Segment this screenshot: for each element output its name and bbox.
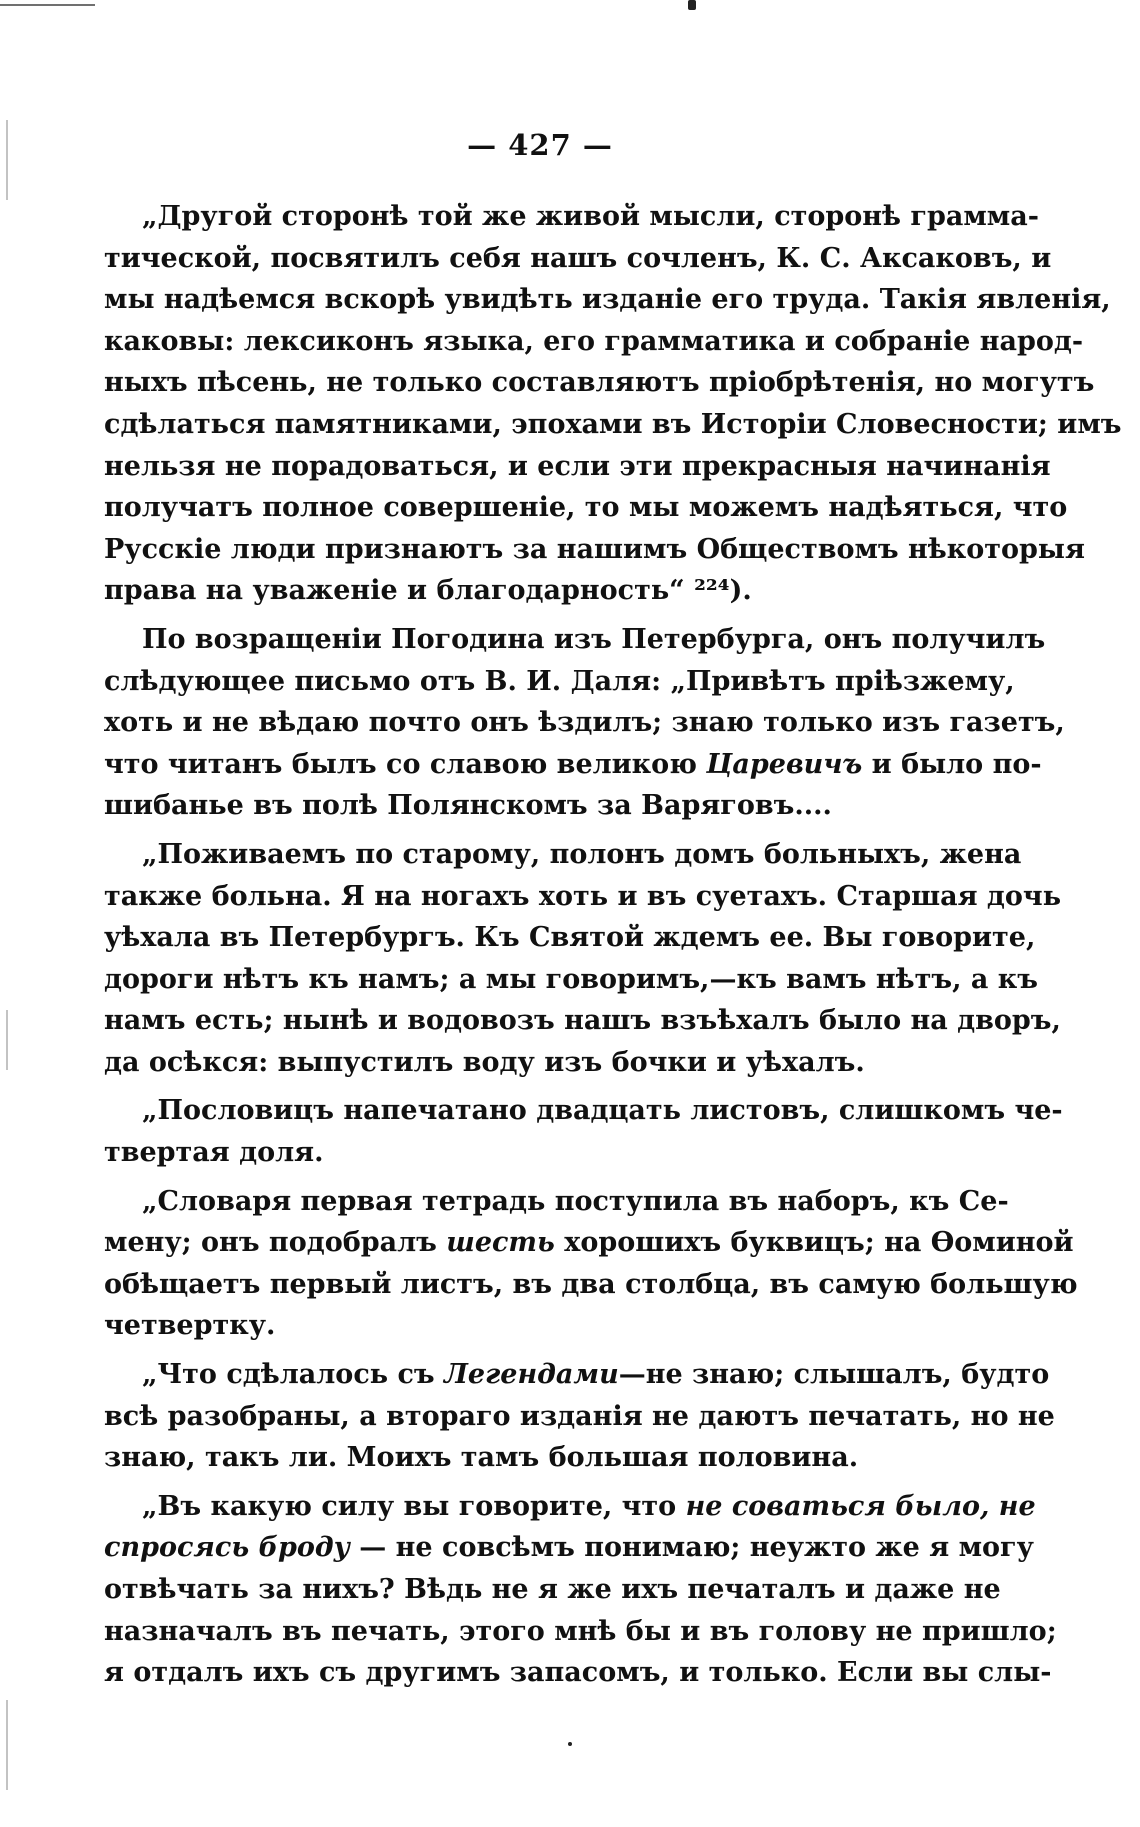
text-segment: хорошихъ буквицъ; на Ѳоминой [564,1227,1074,1259]
text-segment: —не знаю; слышалъ, будто [618,1359,1050,1391]
italic-word: шесть [446,1227,555,1259]
text-line: Русскіе люди признаютъ за нашимъ Обществомъ нѣкоторыя [104,533,1085,565]
scan-artifact-top-left [0,4,95,6]
text-line: „Поживаемъ по старому, полонъ домъ больныхъ, жена [142,838,1022,870]
text-line: „Пословицъ напечатано двадцать листовъ, слишкомъ че- [142,1095,1063,1127]
text-line: знаю, такъ ли. Моихъ тамъ большая половина. [104,1442,859,1474]
text-line: слѣдующее письмо отъ В. И. Даля: „Привѣтъ пріѣзжему, [104,665,1015,697]
page-number: — 427 — [467,128,613,162]
text-line: По возращеніи Погодина изъ Петербурга, онъ получилъ [142,623,1046,655]
text-line: да осѣкся: выпустилъ воду изъ бочки и уѣхалъ. [104,1046,865,1078]
text-line: каковы: лексиконъ языка, его грамматика и собраніе народ- [104,325,1084,357]
text-line: шибанье въ полѣ Полянскомъ за Варяговъ.... [104,790,832,822]
paragraph-1 [104,196,1122,612]
text-line: ныхъ пѣсень, не только составляютъ пріобрѣтенія, но могутъ [104,367,1095,399]
italic-phrase: спросясь броду [104,1532,350,1564]
scan-dot [568,1742,572,1746]
paragraph-5 [104,1181,1078,1347]
text-line: четвертку. [104,1310,276,1342]
text-segment: — не совсѣмъ понимаю; неужто же я могу [359,1532,1034,1564]
text-line: тической, посвятилъ себя нашъ сочленъ, К. С. Аксаковъ, и [104,242,1052,274]
text-line: дороги нѣтъ къ намъ; а мы говоримъ,—къ вамъ нѣтъ, а къ [104,963,1038,995]
paragraph-4 [104,1090,1063,1173]
text-line [104,1222,1074,1264]
paragraph-6 [104,1354,1055,1479]
paragraph-2 [104,619,1065,827]
text-line: нельзя не порадоваться, и если эти прекрасныя начинанія [104,450,1051,482]
text-line: хоть и не вѣдаю почто онъ ѣздилъ; знаю только изъ газетъ, [104,707,1065,739]
text-line: обѣщаетъ первый листъ, въ два столбца, въ самую большую [104,1268,1078,1300]
text-line: назначалъ въ печать, этого мнѣ бы и въ голову не пришло; [104,1615,1057,1647]
italic-word: Легендами [444,1359,619,1391]
scan-edge-mark [6,1010,8,1070]
text-line: получатъ полное совершеніе, то мы можемъ надѣяться, что [104,492,1068,524]
text-segment: и было по- [871,748,1042,780]
text-body [104,196,1122,1694]
text-line [104,744,1042,786]
text-line: также больна. Я на ногахъ хоть и въ суетахъ. Старшая дочь [104,880,1062,912]
scan-edge-mark [6,1700,8,1790]
text-line: права на уваженіе и благодарность“ ²²⁴). [104,575,752,607]
italic-word: Царевичъ [706,748,863,780]
text-segment: что читанъ былъ со славою великою [104,748,697,780]
text-segment: „Въ какую силу вы говорите, что [142,1490,677,1522]
text-line [104,1527,1034,1569]
italic-phrase: не соваться было, не [685,1490,1036,1522]
paragraph-7 [104,1486,1057,1694]
text-line [104,1486,1036,1528]
paragraph-3 [104,834,1062,1084]
text-line: отвѣчать за нихъ? Вѣдь не я же ихъ печаталъ и даже не [104,1574,1001,1605]
text-line: я отдалъ ихъ съ другимъ запасомъ, и только. Если вы слы- [104,1657,1052,1689]
text-line: твертая доля. [104,1137,324,1169]
text-line: „Другой сторонѣ той же живой мысли, сторонѣ грамма- [142,201,1039,232]
text-line: уѣхала въ Петербургъ. Къ Святой ждемъ ее. Вы говорите, [104,922,1036,954]
text-line: всѣ разобраны, а втораго изданія не даютъ печатать, но не [104,1400,1055,1432]
text-line [104,1354,1050,1396]
text-line: намъ есть; нынѣ и водовозъ нашъ взъѣхалъ было на дворъ, [104,1005,1061,1037]
text-segment: „Что сдѣлалось съ [142,1359,435,1391]
text-line: мы надѣемся вскорѣ увидѣть изданіе его труда. Такія явленія, [104,284,1111,316]
text-segment: мену; онъ подобралъ [104,1227,437,1259]
text-line: сдѣлаться памятниками, эпохами въ Исторіи Словесности; имъ [104,408,1122,440]
scan-artifact-top-mark [688,0,696,10]
text-line: „Словаря первая тетрадь поступила въ наборъ, къ Се- [142,1185,1009,1217]
